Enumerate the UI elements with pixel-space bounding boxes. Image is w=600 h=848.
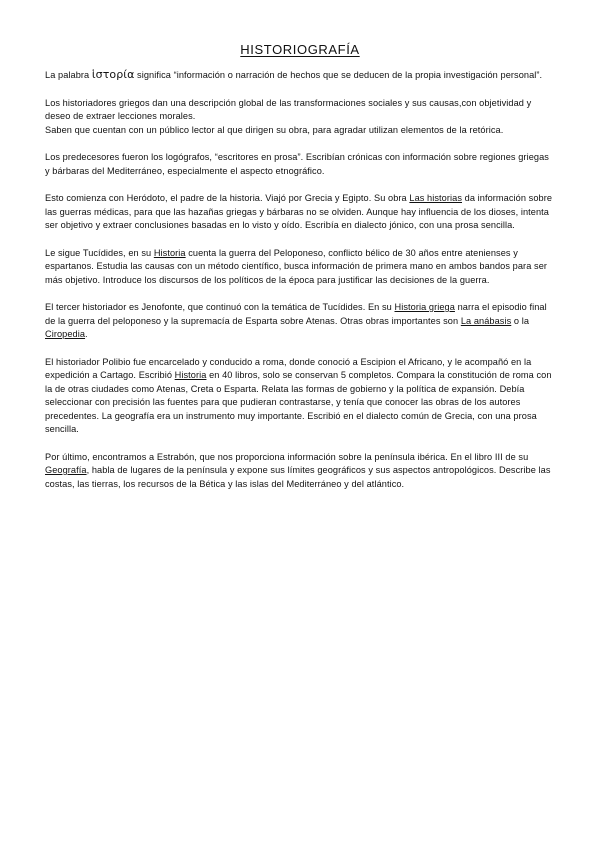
xenophon-text-middle: narra el episodio final de la guerra del peloponeso y la supremacía de Esparta sobre Atenas. Otras obras importantes son <box>45 302 547 326</box>
paragraph-polybius <box>45 356 553 437</box>
paragraph-xenophon <box>45 301 553 342</box>
paragraph-logographers: Los predecesores fueron los logógrafos, “escritores en prosa”. Escribían crónicas con información sobre regiones griegas y bárbaras del Mediterráneo, especialmente el aspecto etnográfico. <box>45 152 549 176</box>
xenophon-text-end: . <box>85 329 88 339</box>
work-title-geografia: Geografía <box>45 465 87 475</box>
paragraph-greek-historians: Los historiadores griegos dan una descripción global de las transformaciones sociales y sus causas,con objetividad y deseo de extraer lecciones morales. <box>45 97 532 121</box>
paragraph-intro <box>45 68 553 83</box>
paragraph-herodotus <box>45 192 553 233</box>
work-title-historia-polibio: Historia <box>174 370 207 380</box>
xenophon-text-connector: o la <box>511 315 530 326</box>
work-title-historia-tucidides: Historia <box>153 247 186 258</box>
work-title-la-anabasis: La anábasis <box>460 315 512 326</box>
work-title-las-historias: Las historias <box>409 193 462 203</box>
strabo-text-end: , habla de lugares de la península y expone sus límites geográficos y sus aspectos antropológicos. Describe las costas, las tierras, los recursos de la Bética y las islas del Mediterráneo y del atlántico. <box>45 465 551 489</box>
thucydides-text-end: cuenta la guerra del Peloponeso, conflicto bélico de 30 años entre atenienses y espartanos. Estudia las causas con un método científico, busca información de primera mano en ambos bandos para ser más objetivo. Introduce los discursos de los políticos de la época para justificar las decisiones de la guerra. <box>45 247 548 285</box>
page-title: HISTORIOGRAFÍA <box>240 42 360 57</box>
herodotus-text-end: da información sobre las guerras médicas, para que las hazañas griegas y bárbaras no se olviden. Aunque hay influencia de los dioses, intenta ser objetivo y extraer conclusiones basadas en lo visto y oído. Escribía en dialecto jónico, con una prosa sencilla. <box>45 193 553 230</box>
paragraph-thucydides <box>45 247 553 288</box>
paragraph-strabo <box>45 451 553 492</box>
thucydides-text-start: Le sigue Tucídides, en su <box>45 247 154 258</box>
polybius-text-start: El historiador Polibio fue encarcelado y conducido a roma, donde conoció a Escipion el Africano, y le acompañó en la expedición a Cartago. Escribió <box>45 356 532 380</box>
xenophon-text-start: El tercer historiador es Jenofonte, que continuó con la temática de Tucídides. En su <box>45 302 395 312</box>
paragraph-audience: Saben que cuentan con un público lector al que dirigen su obra, para agradar utilizan elementos de la retórica. <box>45 124 504 135</box>
document-body <box>45 68 553 505</box>
greek-word: ἱστορία <box>91 68 135 81</box>
strabo-text-start: Por último, encontramos a Estrabón, que nos proporciona información sobre la península ibérica. En el libro III de su <box>45 451 529 462</box>
intro-text-start: La palabra <box>45 70 92 80</box>
work-title-historia-griega: Historia griega <box>394 302 455 312</box>
herodotus-text-start: Esto comienza con Heródoto, el padre de la historia. Viajó por Grecia y Egipto. Su obra <box>45 193 410 203</box>
polybius-text-end: en 40 libros, solo se conservan 5 completos. Compara la constitución de roma con la de otras ciudades como Atenas, Creta o Esparta. Relata las formas de gobierno y la política de expansión. Debía seleccionar con precisión las fuentes para que pudieran contrastarse, y tenía que conocer las obras de los autores precedentes. La geografía era un instrumento muy importante. Escribió en el dialecto común de Grecia, con una prosa sencilla. <box>45 370 552 434</box>
intro-text-end: significa “información o narración de hechos que se deducen de la propia investigación personal”. <box>134 70 543 80</box>
work-title-ciropedia: Ciropedia <box>45 329 86 339</box>
